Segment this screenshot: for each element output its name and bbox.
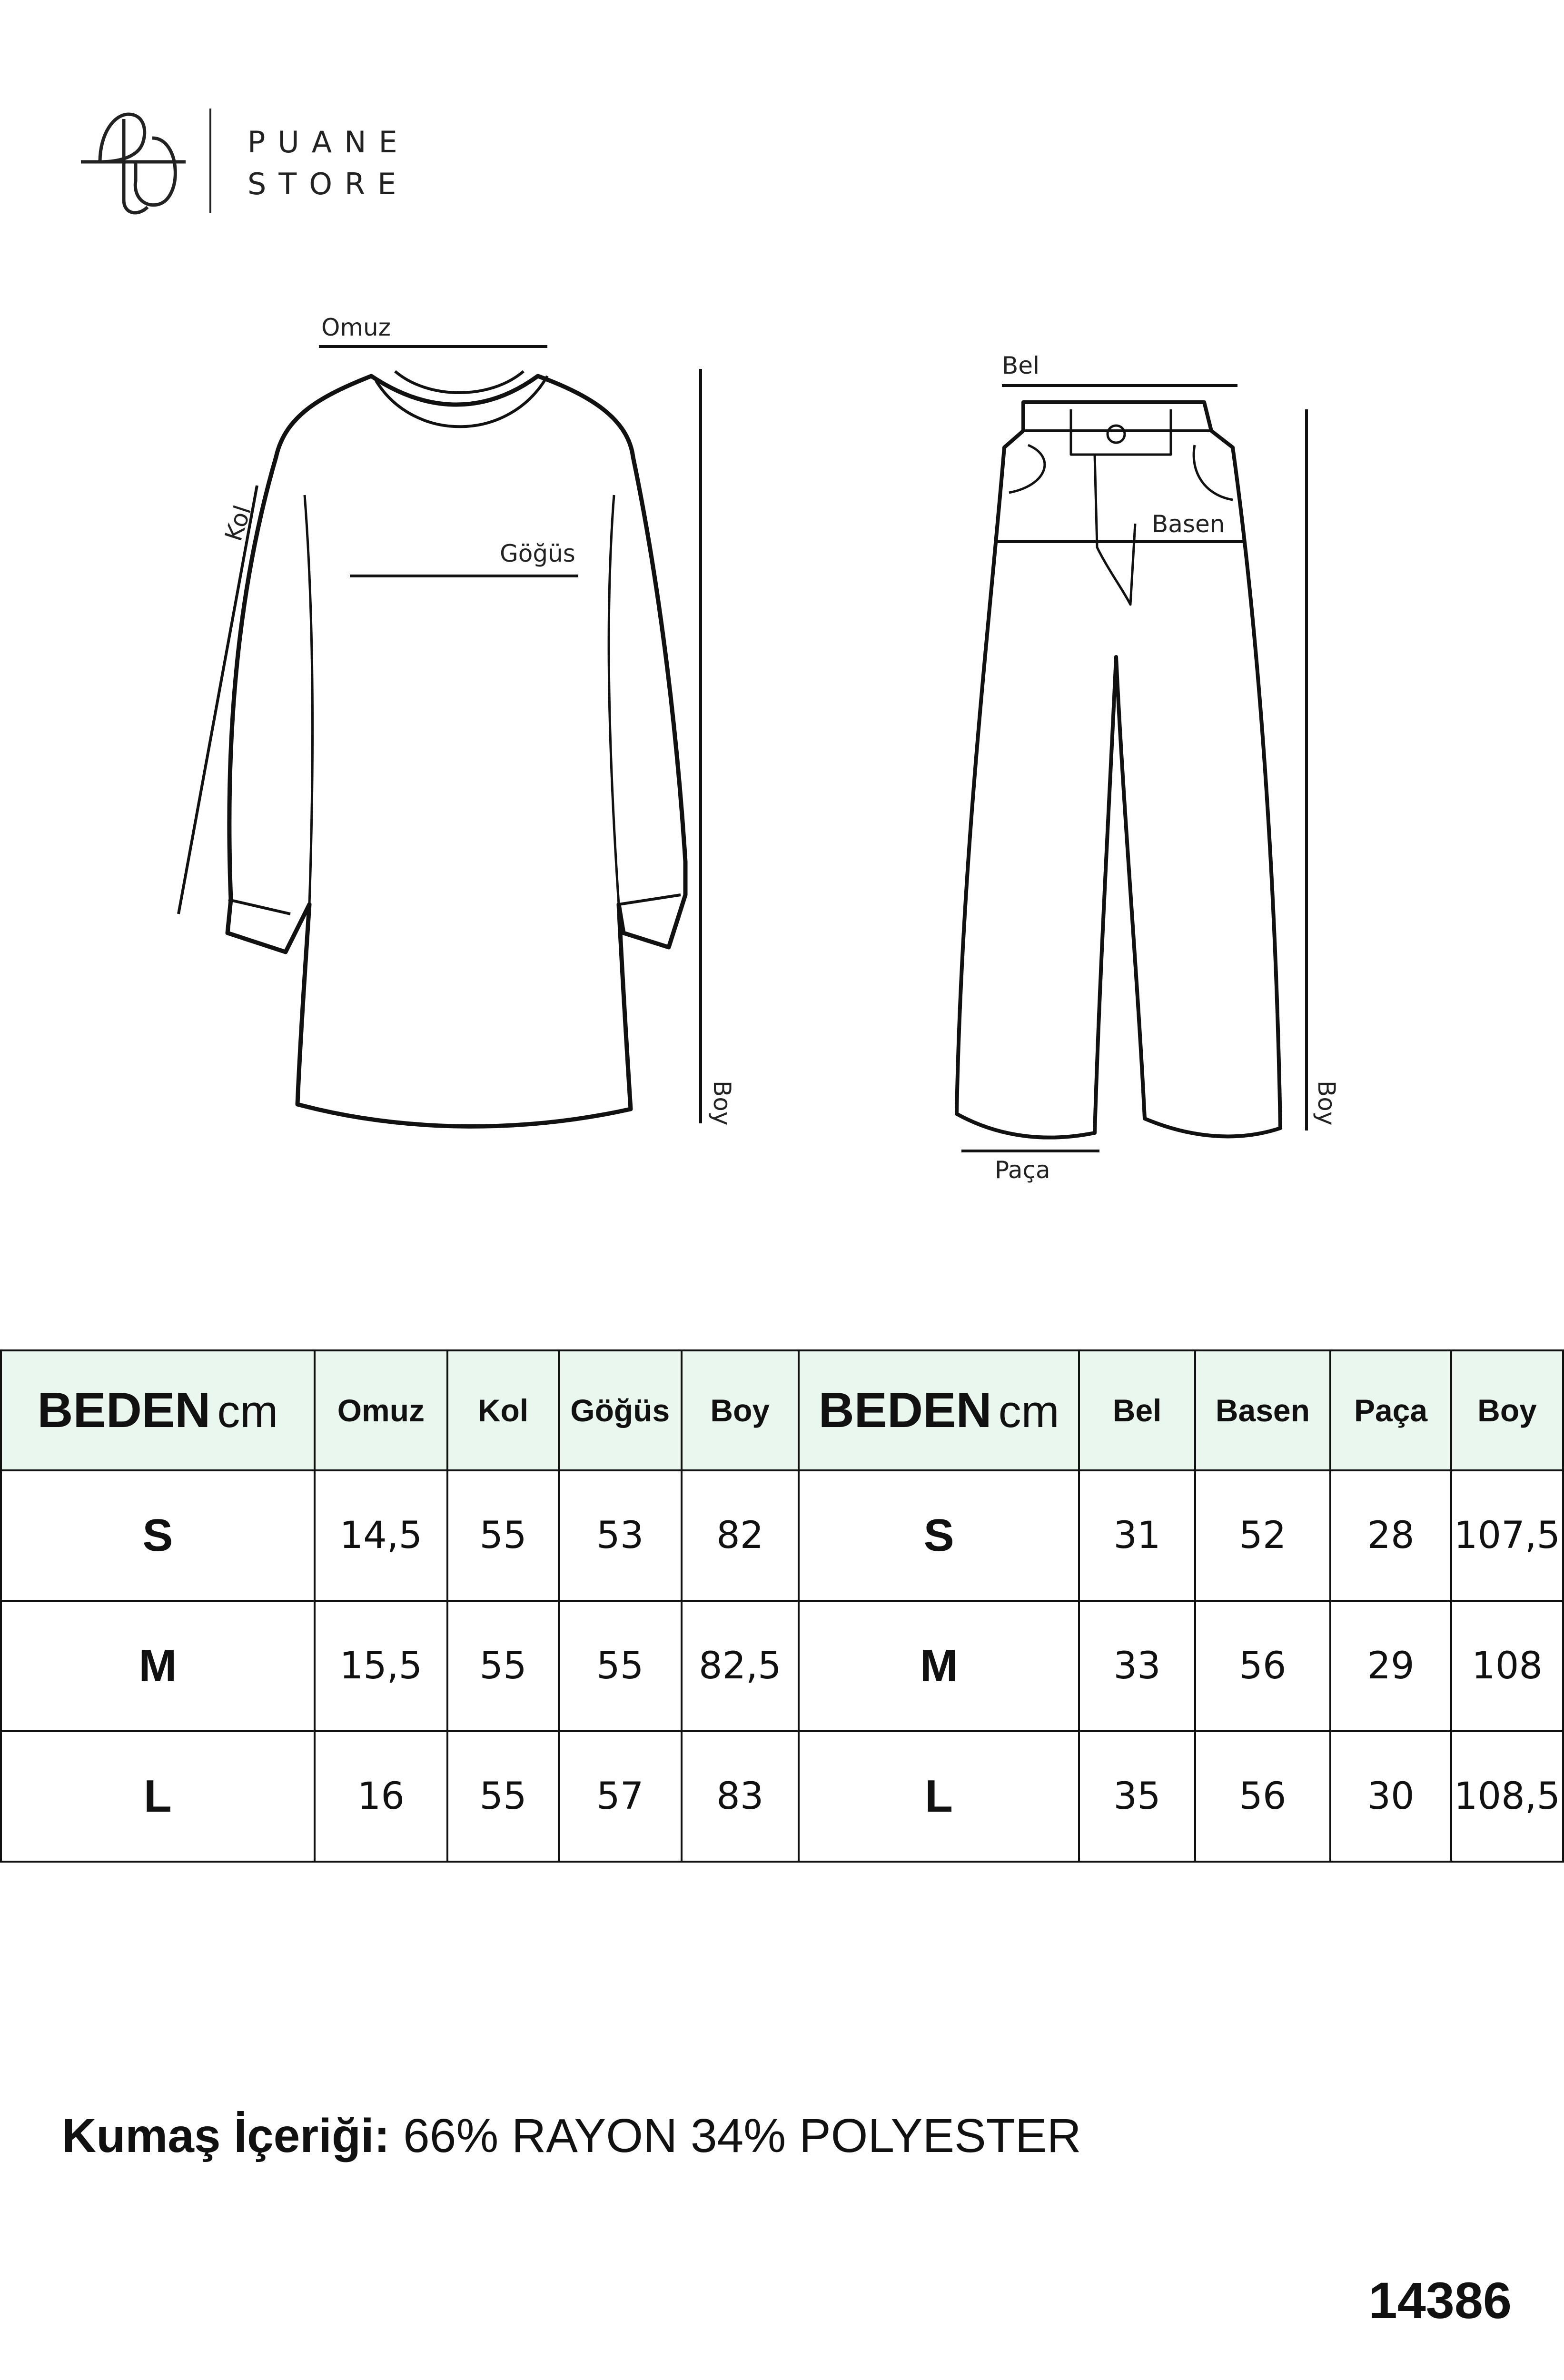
- size-label: M: [1, 1601, 315, 1731]
- table-cell: 15,5: [315, 1601, 447, 1731]
- brand-name-line1: PUANE: [247, 125, 410, 159]
- top-garment-drawing: [228, 371, 685, 1126]
- column-header: Omuz: [315, 1350, 447, 1470]
- fabric-value: 66% RAYON 34% POLYESTER: [403, 2109, 1081, 2162]
- table-cell: 57: [559, 1731, 682, 1862]
- logo-divider: [209, 109, 211, 213]
- table-cell: 56: [1195, 1731, 1330, 1862]
- garment-diagrams: [0, 286, 1564, 1238]
- beden-header: BEDEN cm: [1, 1350, 315, 1470]
- table-cell: 28: [1330, 1470, 1451, 1601]
- table-cell: 56: [1195, 1601, 1330, 1731]
- column-header: Paça: [1330, 1350, 1451, 1470]
- table-cell: 82,5: [682, 1601, 799, 1731]
- column-header: Boy: [1451, 1350, 1563, 1470]
- brand-name-line2: STORE: [247, 167, 409, 201]
- table-cell: 107,5: [1451, 1470, 1563, 1601]
- column-header: Boy: [682, 1350, 799, 1470]
- table-cell: 14,5: [315, 1470, 447, 1601]
- label-bottom-boy: Boy: [1313, 1081, 1340, 1126]
- table-row: [799, 1601, 1563, 1731]
- table-cell: 30: [1330, 1731, 1451, 1862]
- table-cell: 31: [1079, 1470, 1195, 1601]
- fabric-label: Kumaş İçeriği:: [62, 2109, 390, 2162]
- table-cell: 108: [1451, 1601, 1563, 1731]
- beden-header: BEDEN cm: [799, 1350, 1079, 1470]
- size-label: L: [799, 1731, 1079, 1862]
- column-header: Bel: [1079, 1350, 1195, 1470]
- table-cell: 52: [1195, 1470, 1330, 1601]
- table-cell: 83: [682, 1731, 799, 1862]
- column-header: Basen: [1195, 1350, 1330, 1470]
- size-label: L: [1, 1731, 315, 1862]
- bottom-size-table: [798, 1349, 1564, 1863]
- table-row: [1, 1470, 799, 1601]
- table-cell: 53: [559, 1470, 682, 1601]
- label-gogus: Göğüs: [500, 540, 575, 567]
- table-cell: 29: [1330, 1601, 1451, 1731]
- column-header: Kol: [447, 1350, 559, 1470]
- table-row: [1, 1731, 799, 1862]
- label-paca: Paça: [995, 1156, 1050, 1184]
- table-row: [799, 1470, 1563, 1601]
- top-size-table: [0, 1349, 800, 1863]
- table-cell: 55: [447, 1470, 559, 1601]
- table-cell: 55: [447, 1601, 559, 1731]
- label-kol: Kol: [219, 502, 257, 545]
- table-cell: 16: [315, 1731, 447, 1862]
- size-label: S: [1, 1470, 315, 1601]
- table-row: [799, 1731, 1563, 1862]
- table-cell: 82: [682, 1470, 799, 1601]
- size-label: M: [799, 1601, 1079, 1731]
- label-basen: Basen: [1152, 510, 1225, 538]
- table-header-row: [799, 1350, 1563, 1470]
- table-header-row: [1, 1350, 799, 1470]
- product-code: 14386: [1368, 2271, 1512, 2329]
- table-cell: 55: [559, 1601, 682, 1731]
- table-cell: 33: [1079, 1601, 1195, 1731]
- column-header: Göğüs: [559, 1350, 682, 1470]
- label-bel: Bel: [1002, 352, 1039, 379]
- brand-logo-mark: [71, 105, 195, 219]
- table-cell: 108,5: [1451, 1731, 1563, 1862]
- table-cell: 55: [447, 1731, 559, 1862]
- fabric-content: [62, 2109, 1081, 2163]
- label-omuz: Omuz: [321, 314, 391, 341]
- bottom-measure-lines: [961, 386, 1307, 1151]
- table-cell: 35: [1079, 1731, 1195, 1862]
- size-label: S: [799, 1470, 1079, 1601]
- bottom-garment-drawing: [957, 402, 1280, 1138]
- table-row: [1, 1601, 799, 1731]
- label-top-boy: Boy: [708, 1081, 736, 1126]
